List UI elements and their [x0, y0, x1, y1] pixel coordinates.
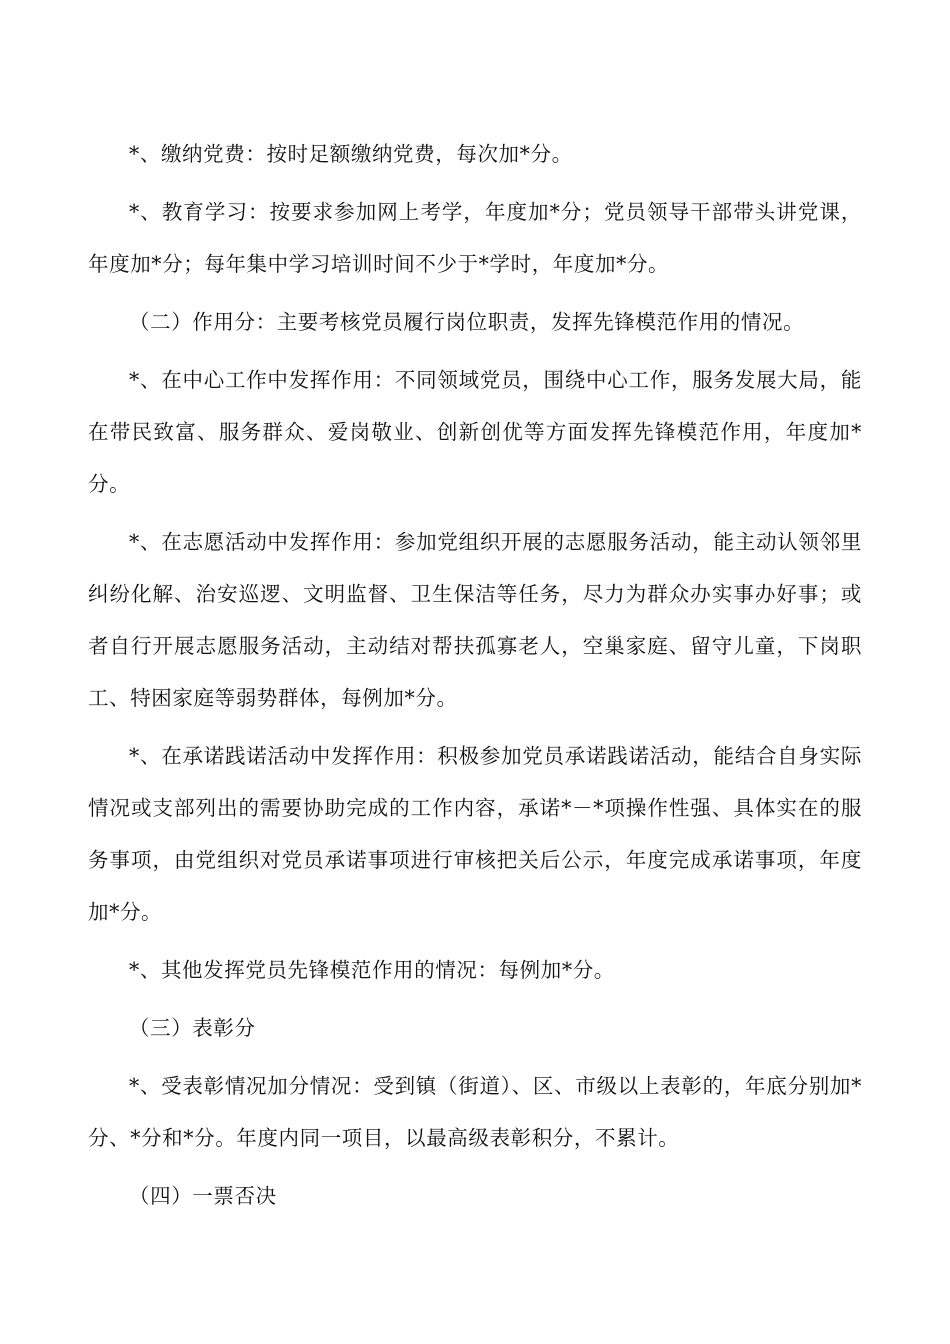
document-body: [88, 128, 862, 1228]
paragraph-commendation: *、受表彰情况加分情况：受到镇（街道）、区、市级以上表彰的，年底分别加*分、*分和*分。年度内同一项目，以最高级表彰积分，不累计。: [88, 1074, 862, 1150]
paragraph-other-role: *、其他发挥党员先锋模范作用的情况：每例加*分。: [129, 958, 615, 982]
paragraph-volunteer-activity: *、在志愿活动中发挥作用：参加党组织开展的志愿服务活动，能主动认领邻里纠纷化解、治安巡逻、文明监督、卫生保洁等任务，尽力为群众办实事办好事；或者自行开展志愿服务活动，主动结对帮扶孤寡老人，空巢家庭、留守儿童，下岗职工、特困家庭等弱势群体，每例加*分。: [88, 530, 862, 710]
paragraph-commitment-activity: *、在承诺践诺活动中发挥作用：积极参加党员承诺践诺活动，能结合自身实际情况或支部列出的需要协助完成的工作内容，承诺*－*项操作性强、具体实在的服务事项，由党组织对党员承诺事项进行审核把关后公示，年度完成承诺事项，年度加*分。: [88, 744, 862, 924]
paragraph-education-study: *、教育学习：按要求参加网上考学，年度加*分；党员领导干部带头讲党课，年度加*分；每年集中学习培训时间不少于*学时，年度加*分。: [88, 200, 862, 276]
heading-commendation-score: （三）表彰分: [129, 1016, 256, 1040]
heading-veto: （四）一票否决: [129, 1184, 277, 1208]
paragraph-central-work: *、在中心工作中发挥作用：不同领域党员，围绕中心工作，服务发展大局，能在带民致富、服务群众、爱岗敬业、创新创优等方面发挥先锋模范作用，年度加*分。: [88, 368, 862, 496]
heading-role-score: （二）作用分：主要考核党员履行岗位职责，发挥先锋模范作用的情况。: [129, 310, 805, 334]
paragraph-party-dues: *、缴纳党费：按时足额缴纳党费，每次加*分。: [129, 142, 573, 166]
